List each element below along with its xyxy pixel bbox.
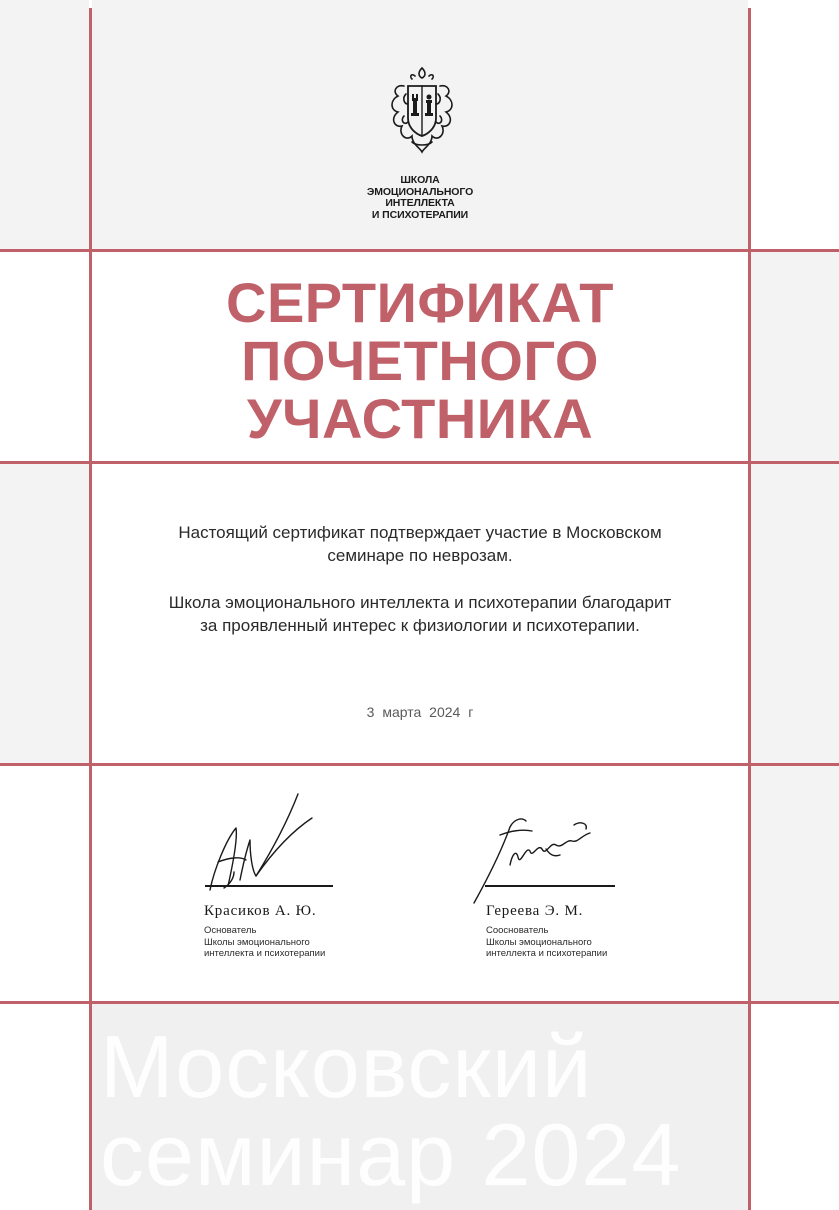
role-line: интеллекта и психотерапии	[486, 948, 608, 959]
role-line: интеллекта и психотерапии	[204, 948, 326, 959]
frame-line-top	[0, 249, 839, 252]
left-gray-panel-top	[0, 0, 89, 252]
signatory-2-role	[486, 925, 607, 960]
signatory-2-name: Гереева Э. М.	[486, 903, 584, 919]
right-gray-panel-middle	[751, 252, 839, 764]
paragraph-line: Настоящий сертификат подтверждает участие в Московском	[178, 523, 662, 542]
signatory-1-name: Красиков А. Ю.	[204, 903, 317, 919]
frame-line-bottom	[0, 1001, 839, 1004]
signature-1-handwriting	[200, 790, 340, 900]
certificate-paragraph-2	[120, 591, 720, 637]
role-line: Школы эмоционального	[486, 936, 592, 948]
role-line: Сооснователь	[486, 925, 549, 936]
title-line: ПОЧЕТНОГО	[241, 329, 599, 392]
frame-line-title	[0, 461, 839, 464]
signature-2-handwriting	[470, 815, 610, 910]
right-gray-panel-bottom	[751, 766, 839, 1004]
school-crest-icon	[382, 64, 462, 160]
issue-date: 3 марта 2024 г	[366, 704, 474, 720]
signature-1-line	[205, 885, 333, 887]
school-name-line: И ПСИХОТЕРАПИИ	[371, 208, 469, 221]
paragraph-line: Школа эмоционального интеллекта и психотерапии благодарит	[168, 593, 672, 612]
school-name-line: ШКОЛА	[400, 174, 440, 186]
certificate-title	[150, 271, 690, 450]
title-line: УЧАСТНИКА	[246, 387, 594, 450]
role-line: Основатель	[204, 925, 257, 936]
paragraph-line: за проявленный интерес к физиологии и психотерапии.	[200, 616, 640, 635]
left-frame-line	[89, 8, 92, 1210]
frame-line-signatures	[0, 763, 839, 766]
watermark-line-2: семинар 2024	[100, 1105, 682, 1204]
left-gray-panel-middle	[0, 464, 89, 764]
paragraph-line: семинаре по неврозам.	[327, 546, 513, 565]
title-line: СЕРТИФИКАТ	[226, 271, 614, 334]
role-line: Школы эмоционального	[204, 936, 310, 948]
right-frame-line	[748, 8, 751, 1210]
signature-2-line	[485, 885, 615, 887]
watermark-line-1: Московский	[100, 1017, 593, 1116]
certificate-paragraph-1	[120, 521, 720, 567]
school-name-line: ИНТЕЛЛЕКТА	[385, 197, 455, 210]
school-name-line: ЭМОЦИОНАЛЬНОГО	[366, 185, 474, 198]
school-name	[320, 175, 520, 221]
signatory-1-role	[204, 925, 325, 960]
